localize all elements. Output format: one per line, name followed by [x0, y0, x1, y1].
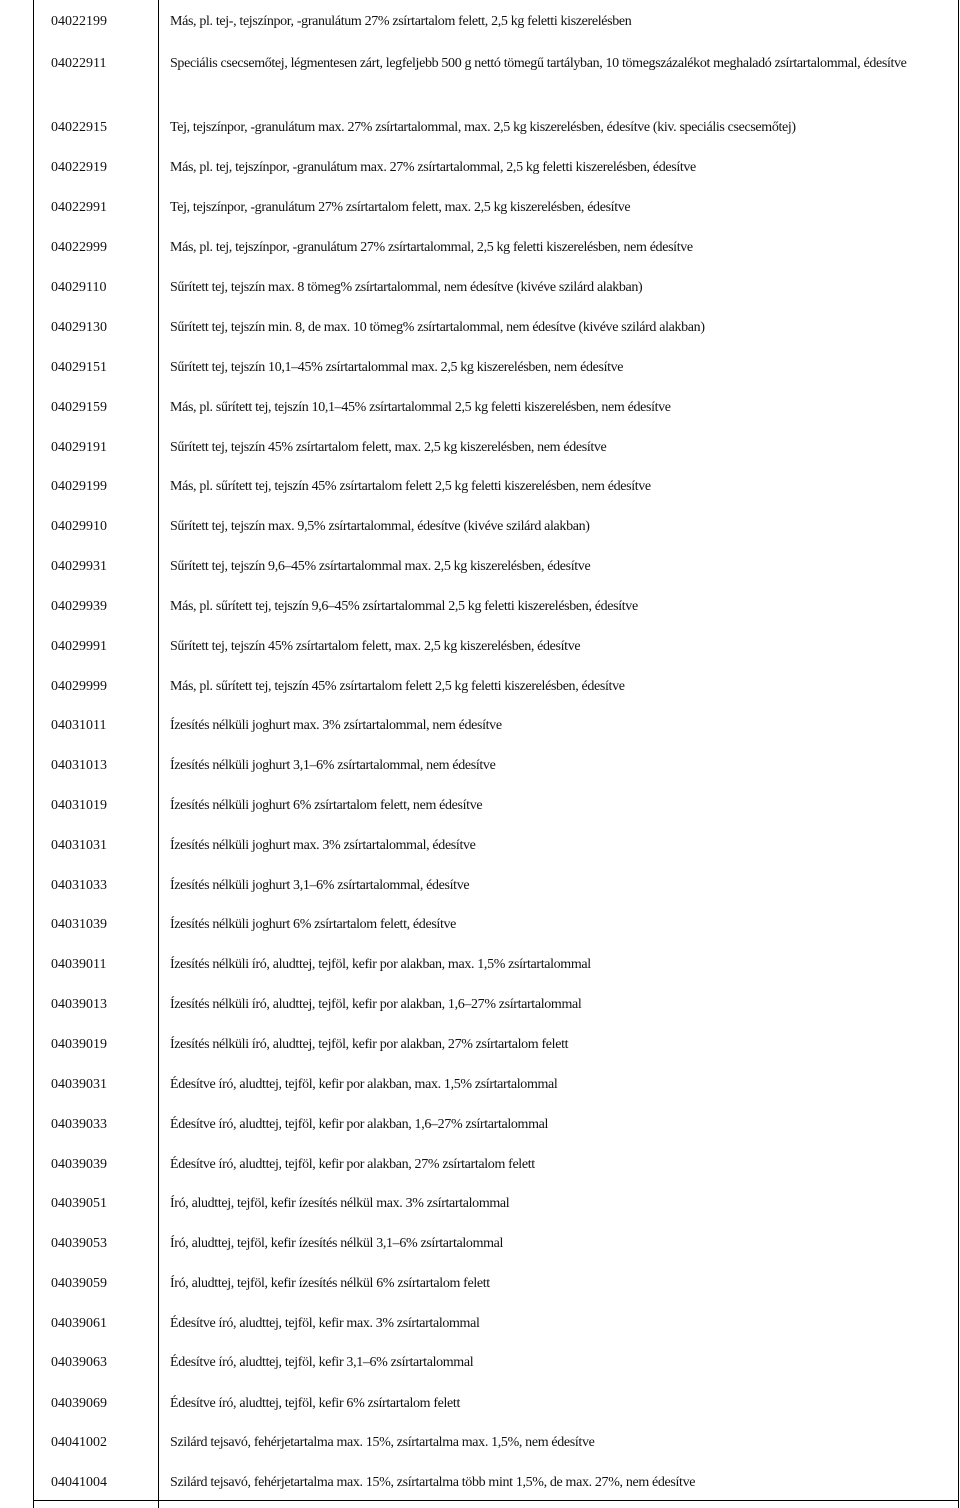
product-description: Író, aludttej, tejföl, kefir ízesítés nélkül 3,1–6% zsírtartalommal: [170, 1236, 504, 1251]
product-description: Édesítve író, aludttej, tejföl, kefir por alakban, 1,6–27% zsírtartalommal: [170, 1117, 549, 1132]
product-description: Ízesítés nélküli joghurt max. 3% zsírtartalommal, nem édesítve: [170, 718, 502, 733]
tariff-code: 04039031: [51, 1077, 107, 1092]
product-description: Édesítve író, aludttej, tejföl, kefir por alakban, 27% zsírtartalom felett: [170, 1157, 535, 1172]
product-description: Más, pl. sűrített tej, tejszín 45% zsírtartalom felett 2,5 kg feletti kiszerelésben, nem édesítve: [170, 479, 651, 494]
column-divider: [158, 0, 159, 1508]
tariff-code: 04029931: [51, 559, 107, 574]
tariff-code: 04022991: [51, 200, 107, 215]
tariff-code: 04031031: [51, 838, 107, 853]
product-description: Ízesítés nélküli joghurt 6% zsírtartalom felett, nem édesítve: [170, 798, 483, 813]
product-description: Sűrített tej, tejszín min. 8, de max. 10 tömeg% zsírtartalommal, nem édesítve (kivéve szilárd alakban): [170, 320, 705, 335]
tariff-code: 04022199: [51, 14, 107, 29]
tariff-code: 04031019: [51, 798, 107, 813]
tariff-code: 04039059: [51, 1276, 107, 1291]
tariff-code: 04039033: [51, 1117, 107, 1132]
tariff-code: 04022919: [51, 160, 107, 175]
tariff-code: 04041004: [51, 1475, 107, 1490]
product-description: Sűrített tej, tejszín 45% zsírtartalom felett, max. 2,5 kg kiszerelésben, édesítve: [170, 639, 581, 654]
table-bottom-border: [33, 1500, 959, 1501]
product-description: Szilárd tejsavó, fehérjetartalma max. 15%, zsírtartalma max. 1,5%, nem édesítve: [170, 1435, 595, 1450]
product-description: Sűrített tej, tejszín 10,1–45% zsírtartalommal max. 2,5 kg kiszerelésben, nem édesítve: [170, 360, 624, 375]
tariff-code: 04031039: [51, 917, 107, 932]
product-description: Más, pl. tej, tejszínpor, -granulátum 27% zsírtartalommal, 2,5 kg feletti kiszerelésben, nem édesítve: [170, 240, 693, 255]
table-left-border: [33, 0, 34, 1508]
product-description: Sűrített tej, tejszín 9,6–45% zsírtartalommal max. 2,5 kg kiszerelésben, édesítve: [170, 559, 591, 574]
tariff-code: 04029199: [51, 479, 107, 494]
tariff-code: 04041002: [51, 1435, 107, 1450]
tariff-code: 04022911: [51, 56, 107, 71]
product-description: Sűrített tej, tejszín 45% zsírtartalom felett, max. 2,5 kg kiszerelésben, nem édesítve: [170, 440, 607, 455]
tariff-code-table: [33, 0, 959, 1508]
product-description: Író, aludttej, tejföl, kefir ízesítés nélkül 6% zsírtartalom felett: [170, 1276, 490, 1291]
product-description: Édesítve író, aludttej, tejföl, kefir por alakban, max. 1,5% zsírtartalommal: [170, 1077, 558, 1092]
tariff-code: 04031011: [51, 718, 107, 733]
table-right-border: [958, 0, 959, 1508]
tariff-code: 04039039: [51, 1157, 107, 1172]
product-description: Tej, tejszínpor, -granulátum max. 27% zsírtartalommal, max. 2,5 kg kiszerelésben, édesítve (kiv. speciális csecsemőtej): [170, 120, 796, 135]
product-description: Édesítve író, aludttej, tejföl, kefir 6% zsírtartalom felett: [170, 1396, 461, 1411]
tariff-code: 04029939: [51, 599, 107, 614]
product-description: Ízesítés nélküli író, aludttej, tejföl, kefir por alakban, 1,6–27% zsírtartalommal: [170, 997, 582, 1012]
product-description: Tej, tejszínpor, -granulátum 27% zsírtartalom felett, max. 2,5 kg kiszerelésben, édesítve: [170, 200, 631, 215]
product-description: Ízesítés nélküli joghurt 3,1–6% zsírtartalommal, édesítve: [170, 878, 470, 893]
product-description: Speciális csecsemőtej, légmentesen zárt, legfeljebb 500 g nettó tömegű tartályban, 10 tömegszázalékot meghaladó zsírtartalommal, édesítve: [170, 56, 907, 71]
product-description: Ízesítés nélküli joghurt 6% zsírtartalom felett, édesítve: [170, 917, 457, 932]
product-description: Ízesítés nélküli joghurt 3,1–6% zsírtartalommal, nem édesítve: [170, 758, 496, 773]
tariff-code: 04039061: [51, 1316, 107, 1331]
product-description: Más, pl. sűrített tej, tejszín 45% zsírtartalom felett 2,5 kg feletti kiszerelésben, édesítve: [170, 679, 625, 694]
product-description: Szilárd tejsavó, fehérjetartalma max. 15%, zsírtartalma több mint 1,5%, de max. 27%, nem édesítve: [170, 1475, 696, 1490]
product-description: Sűrített tej, tejszín max. 9,5% zsírtartalommal, édesítve (kivéve szilárd alakban): [170, 519, 590, 534]
tariff-code: 04039051: [51, 1196, 107, 1211]
tariff-code: 04022999: [51, 240, 107, 255]
tariff-code: 04031033: [51, 878, 107, 893]
product-description: Más, pl. tej, tejszínpor, -granulátum max. 27% zsírtartalommal, 2,5 kg feletti kiszerelésben, édesítve: [170, 160, 696, 175]
product-description: Más, pl. sűrített tej, tejszín 10,1–45% zsírtartalommal 2,5 kg feletti kiszerelésben, nem édesítve: [170, 400, 671, 415]
product-description: Édesítve író, aludttej, tejföl, kefir max. 3% zsírtartalommal: [170, 1316, 480, 1331]
product-description: Ízesítés nélküli író, aludttej, tejföl, kefir por alakban, max. 1,5% zsírtartalommal: [170, 957, 591, 972]
tariff-code: 04031013: [51, 758, 107, 773]
tariff-code: 04029159: [51, 400, 107, 415]
product-description: Ízesítés nélküli író, aludttej, tejföl, kefir por alakban, 27% zsírtartalom felett: [170, 1037, 569, 1052]
tariff-code: 04039011: [51, 957, 107, 972]
tariff-code: 04029910: [51, 519, 107, 534]
product-description: Más, pl. tej-, tejszínpor, -granulátum 27% zsírtartalom felett, 2,5 kg feletti kiszerelésben: [170, 14, 632, 29]
product-description: Író, aludttej, tejföl, kefir ízesítés nélkül max. 3% zsírtartalommal: [170, 1196, 510, 1211]
tariff-code: 04029991: [51, 639, 107, 654]
tariff-code: 04029999: [51, 679, 107, 694]
product-description: Sűrített tej, tejszín max. 8 tömeg% zsírtartalommal, nem édesítve (kivéve szilárd alakban): [170, 280, 643, 295]
tariff-code: 04029191: [51, 440, 107, 455]
tariff-code: 04029130: [51, 320, 107, 335]
tariff-code: 04029151: [51, 360, 107, 375]
product-description: Édesítve író, aludttej, tejföl, kefir 3,1–6% zsírtartalommal: [170, 1355, 474, 1370]
product-description: Más, pl. sűrített tej, tejszín 9,6–45% zsírtartalommal 2,5 kg feletti kiszerelésben, édesítve: [170, 599, 638, 614]
tariff-code: 04039069: [51, 1396, 107, 1411]
product-description: Ízesítés nélküli joghurt max. 3% zsírtartalommal, édesítve: [170, 838, 476, 853]
tariff-code: 04029110: [51, 280, 107, 295]
tariff-code: 04039013: [51, 997, 107, 1012]
tariff-code: 04039053: [51, 1236, 107, 1251]
tariff-code: 04022915: [51, 120, 107, 135]
tariff-code: 04039063: [51, 1355, 107, 1370]
tariff-code: 04039019: [51, 1037, 107, 1052]
